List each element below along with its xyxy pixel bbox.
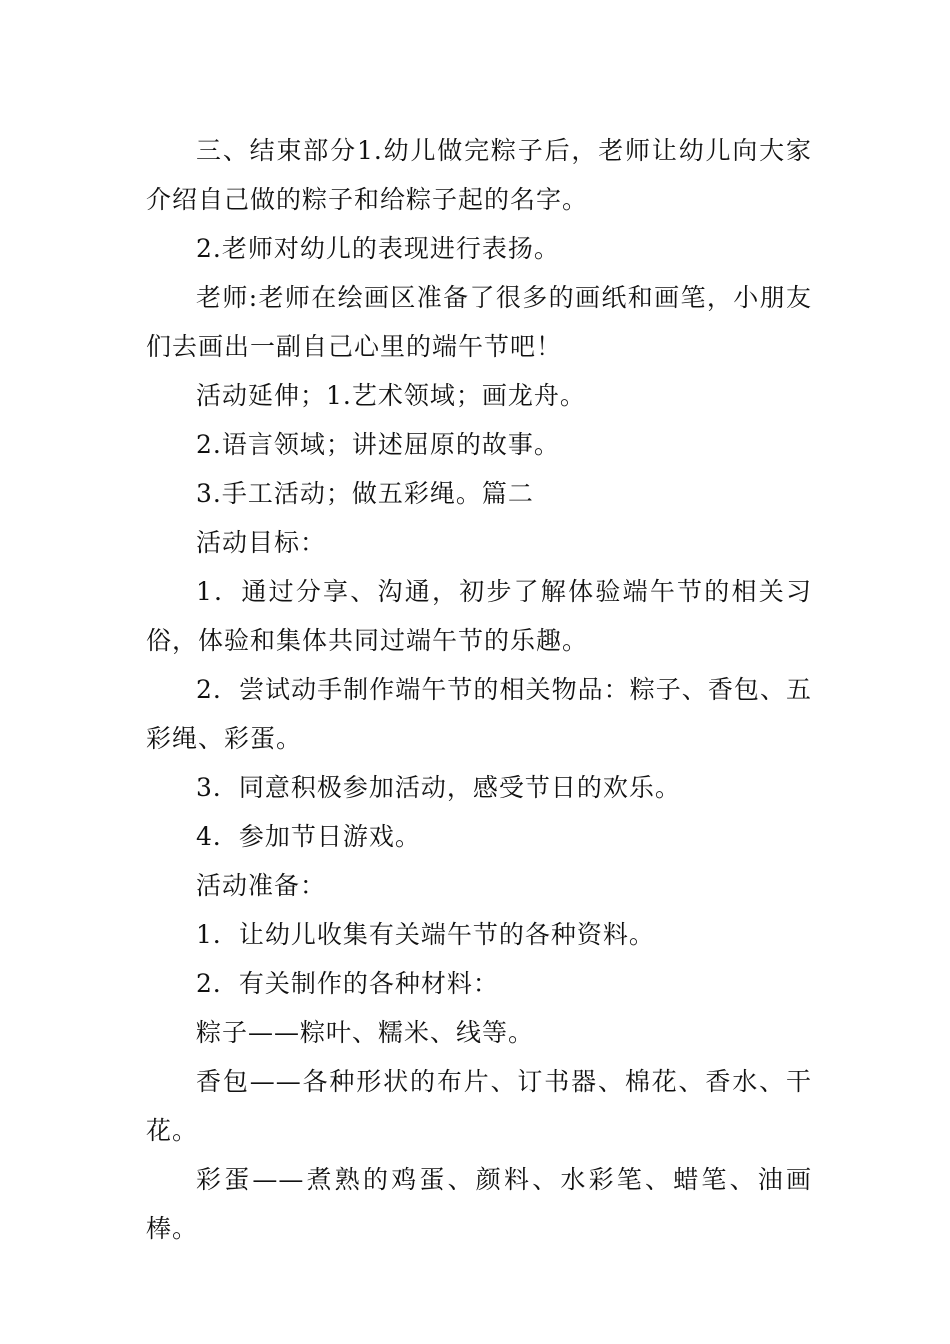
paragraph-13: 1．让幼儿收集有关端午节的各种资料。 bbox=[196, 920, 655, 949]
paragraph-5: 2.语言领域；讲述屈原的故事。 bbox=[196, 430, 560, 459]
paragraph-14: 2．有关制作的各种材料： bbox=[196, 969, 499, 998]
paragraph-3: 老师:老师在绘画区准备了很多的画纸和画笔，小朋友们去画出一副自己心里的端午节吧！ bbox=[146, 283, 812, 361]
paragraph-9: 2．尝试动手制作端午节的相关物品：粽子、香包、五彩绳、彩蛋。 bbox=[146, 675, 812, 753]
paragraph-4: 活动延伸；1.艺术领域；画龙舟。 bbox=[196, 381, 586, 410]
paragraph-6: 3.手工活动；做五彩绳。篇二 bbox=[196, 479, 534, 508]
paragraph-2: 2.老师对幼儿的表现进行表扬。 bbox=[196, 234, 560, 263]
paragraph-15: 粽子——粽叶、糯米、线等。 bbox=[196, 1018, 535, 1047]
document-body bbox=[146, 126, 812, 1253]
paragraph-7: 活动目标： bbox=[196, 528, 327, 557]
paragraph-1: 三、结束部分1.幼儿做完粽子后，老师让幼儿向大家介绍自己做的粽子和给粽子起的名字。 bbox=[146, 136, 812, 214]
paragraph-11: 4．参加节日游戏。 bbox=[196, 822, 421, 851]
paragraph-17: 彩蛋——煮熟的鸡蛋、颜料、水彩笔、蜡笔、油画棒。 bbox=[146, 1165, 812, 1243]
paragraph-16: 香包——各种形状的布片、订书器、棉花、香水、干花。 bbox=[146, 1067, 812, 1145]
paragraph-10: 3．同意积极参加活动，感受节日的欢乐。 bbox=[196, 773, 681, 802]
paragraph-12: 活动准备： bbox=[196, 871, 327, 900]
paragraph-8: 1．通过分享、沟通，初步了解体验端午节的相关习俗，体验和集体共同过端午节的乐趣。 bbox=[146, 577, 812, 655]
